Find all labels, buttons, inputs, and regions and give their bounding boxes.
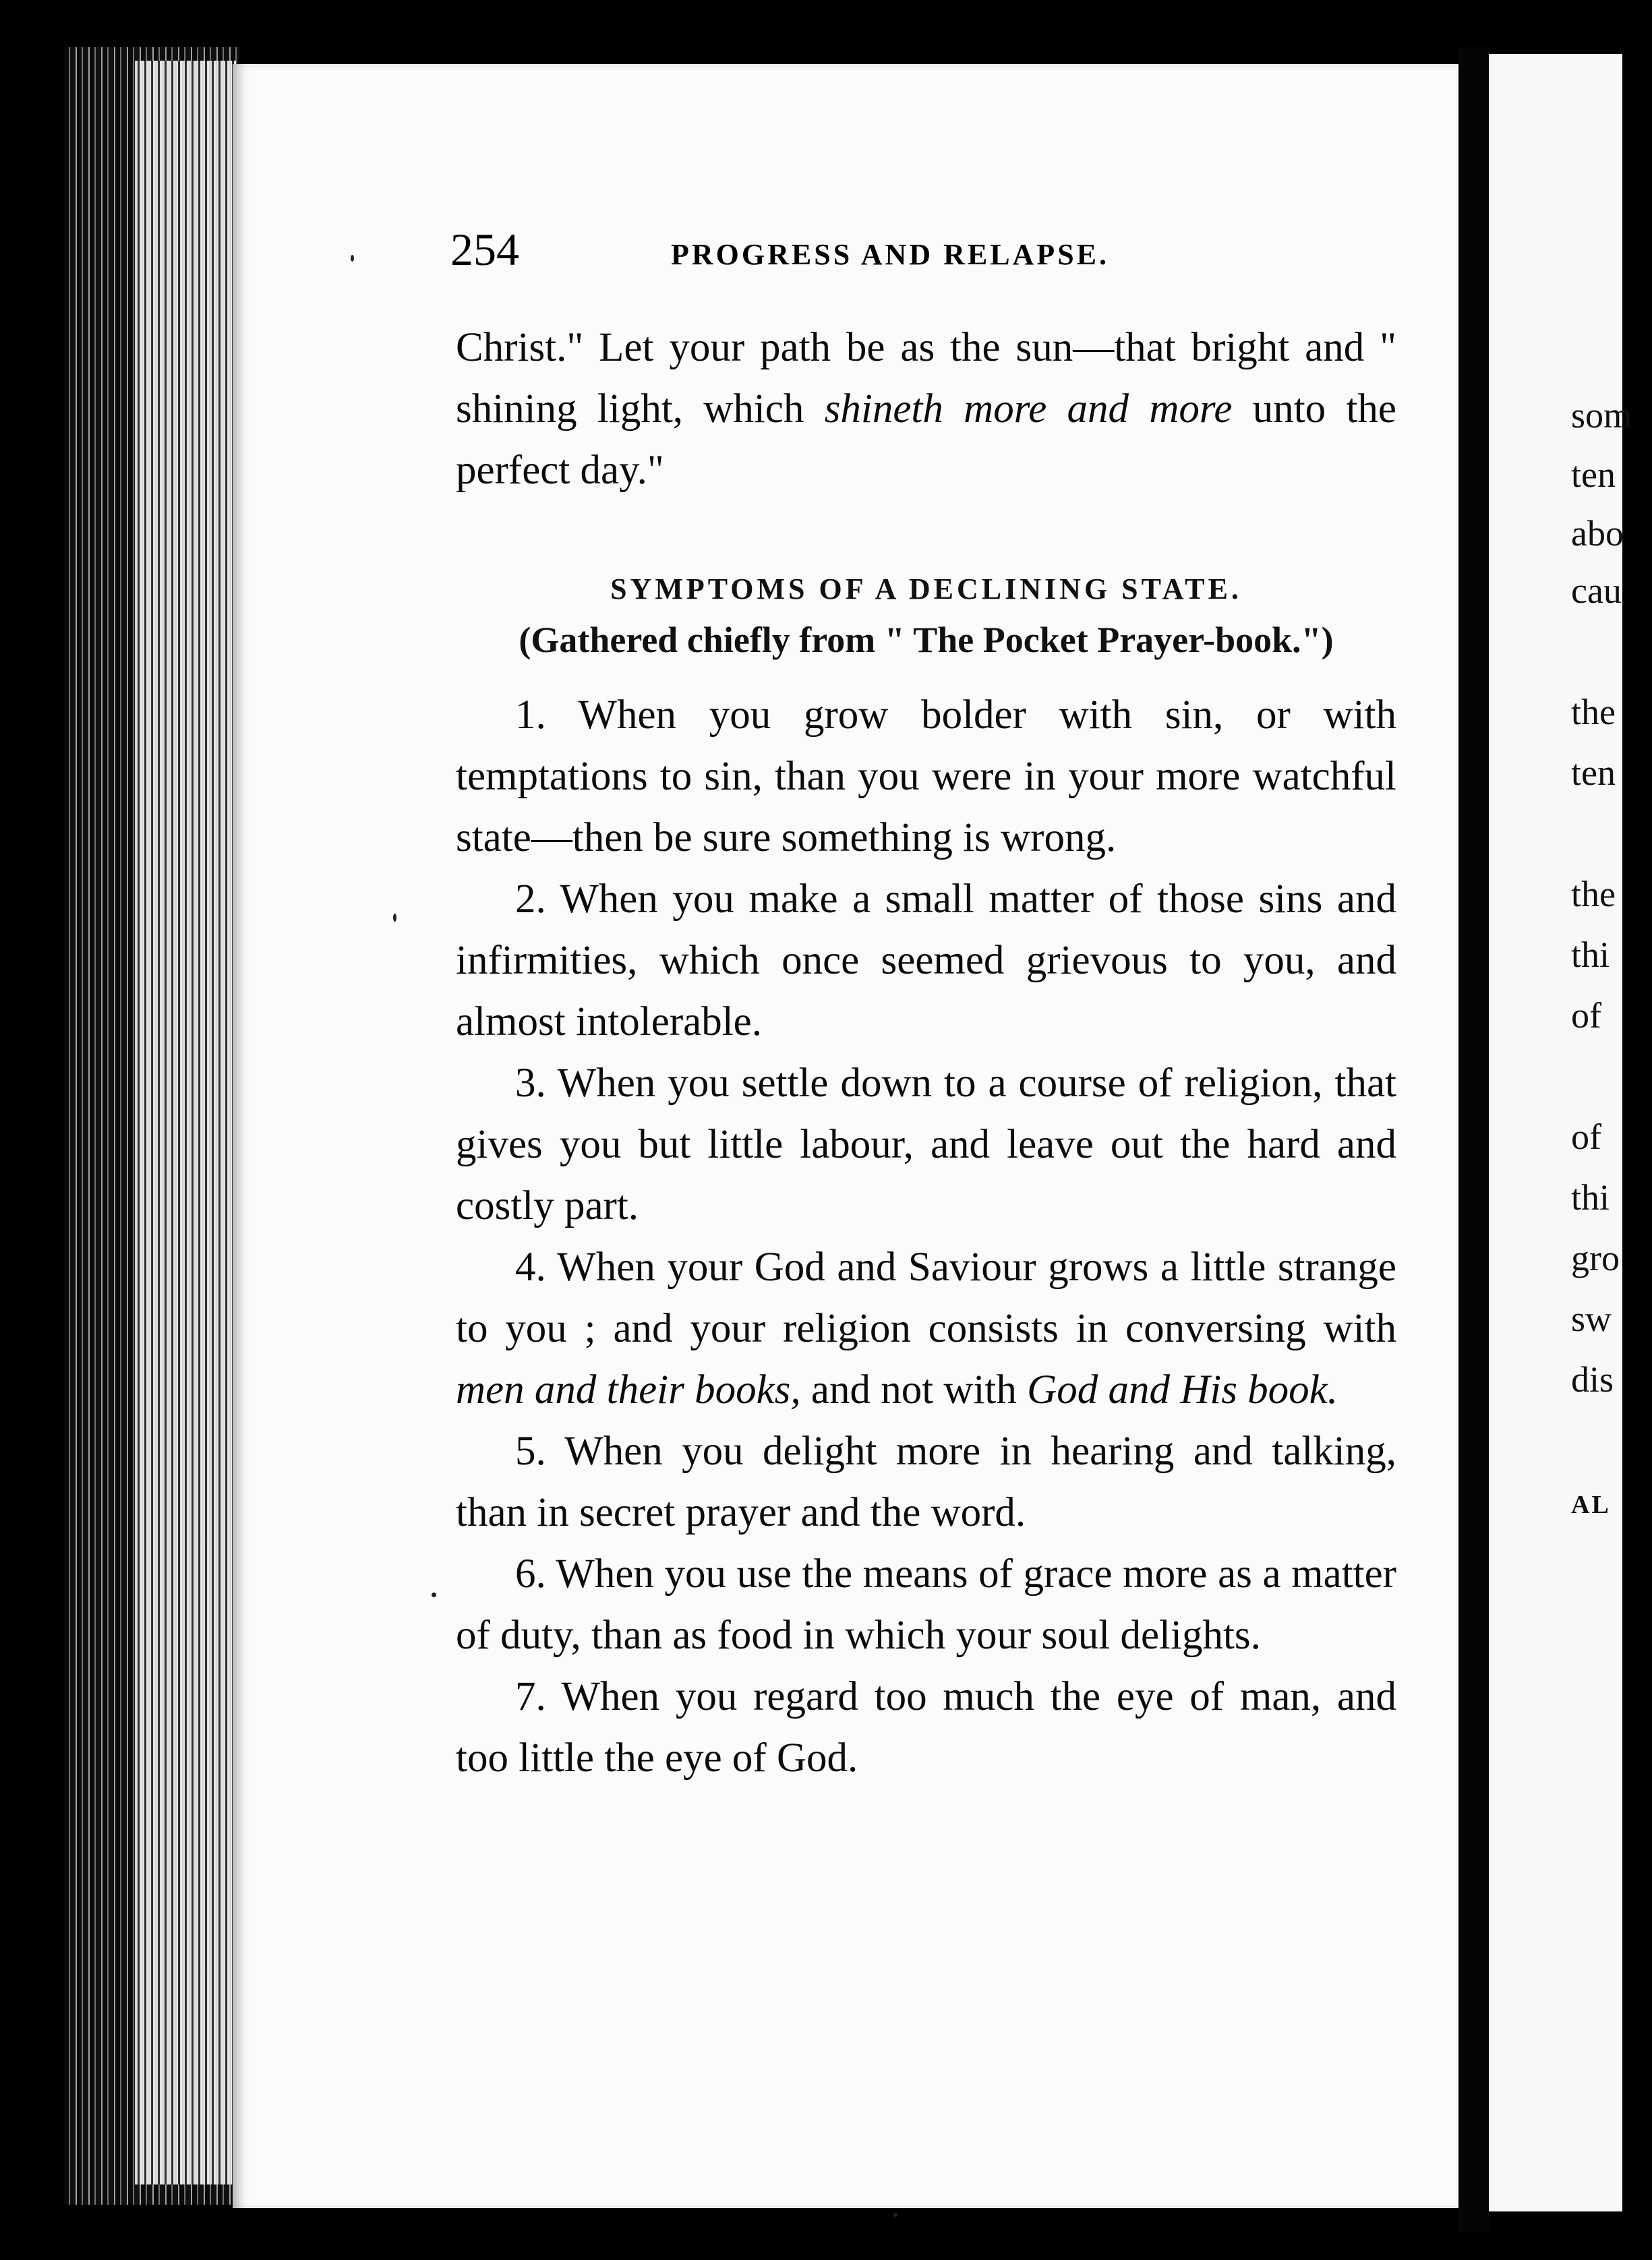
running-head: PROGRESS AND RELAPSE. — [671, 238, 1110, 271]
list-item: 6. When you use the means of grace more as a matter of duty, than as food in which your soul delights. — [456, 1551, 1396, 1658]
list-item: 5. When you delight more in hearing and talking, than in secret prayer and the word. — [456, 1429, 1396, 1535]
list-item — [456, 1237, 1396, 1421]
section-title: SYMPTOMS OF A DECLINING STATE. — [610, 572, 1242, 605]
print-speck — [432, 1593, 436, 1597]
right-fragment: the — [1571, 692, 1616, 732]
right-fragment: thi — [1571, 1177, 1610, 1218]
page-number: 254 — [450, 224, 519, 275]
book-gutter — [1458, 47, 1489, 2232]
list-item: 1. When you grow bolder with sin, or with temptations to sin, than you were in your more watchful state—then be sure something is wrong. — [456, 692, 1396, 860]
list-item-text: and not with — [800, 1367, 1028, 1412]
right-fragment: thi — [1571, 934, 1610, 975]
right-fragment: abo — [1571, 513, 1624, 554]
right-fragment: AL — [1571, 1491, 1611, 1519]
list-item-italic: men and their books, — [456, 1367, 801, 1412]
right-fragment: som — [1571, 395, 1632, 436]
right-fragment: of — [1571, 995, 1601, 1036]
print-speck — [351, 255, 354, 262]
print-speck — [393, 914, 396, 922]
list-item-text: 4. When your God and Saviour grows a little strange to you ; and your religion consists in conversing with — [456, 1245, 1396, 1351]
right-fragment: the — [1571, 874, 1616, 914]
page-edges-light — [135, 61, 236, 2184]
right-fragment: dis — [1571, 1359, 1614, 1400]
right-fragment: gro — [1571, 1238, 1620, 1278]
right-fragment: ten — [1571, 752, 1616, 793]
right-fragment: of — [1571, 1117, 1601, 1157]
intro-text: Christ." Let your path be as the sun—that bright and " shining light, which — [456, 325, 1396, 432]
intro-paragraph — [456, 317, 1396, 501]
list-item-italic: God and His book. — [1027, 1367, 1338, 1412]
right-page — [1489, 54, 1632, 2211]
symptoms-list — [456, 684, 1396, 1789]
list-item: 7. When you regard too much the eye of man, and too little the eye of God. — [456, 1674, 1396, 1781]
intro-italic: shineth more and more — [824, 386, 1233, 432]
list-item: 2. When you make a small matter of those sins and infirmities, which once seemed grievous to you, and almost intolerable. — [456, 876, 1396, 1044]
list-item: 3. When you settle down to a course of religion, that gives you but little labour, and leave out the hard and costly part. — [456, 1061, 1396, 1228]
section-subtitle: (Gathered chiefly from " The Pocket Prayer-book.") — [519, 620, 1334, 660]
print-speck — [893, 2213, 897, 2217]
right-fragment: ten — [1571, 454, 1616, 495]
right-fragment: sw — [1571, 1299, 1612, 1339]
right-fragment: cau — [1571, 570, 1622, 611]
intro-text-end: unto the perfect day." — [456, 386, 1396, 493]
